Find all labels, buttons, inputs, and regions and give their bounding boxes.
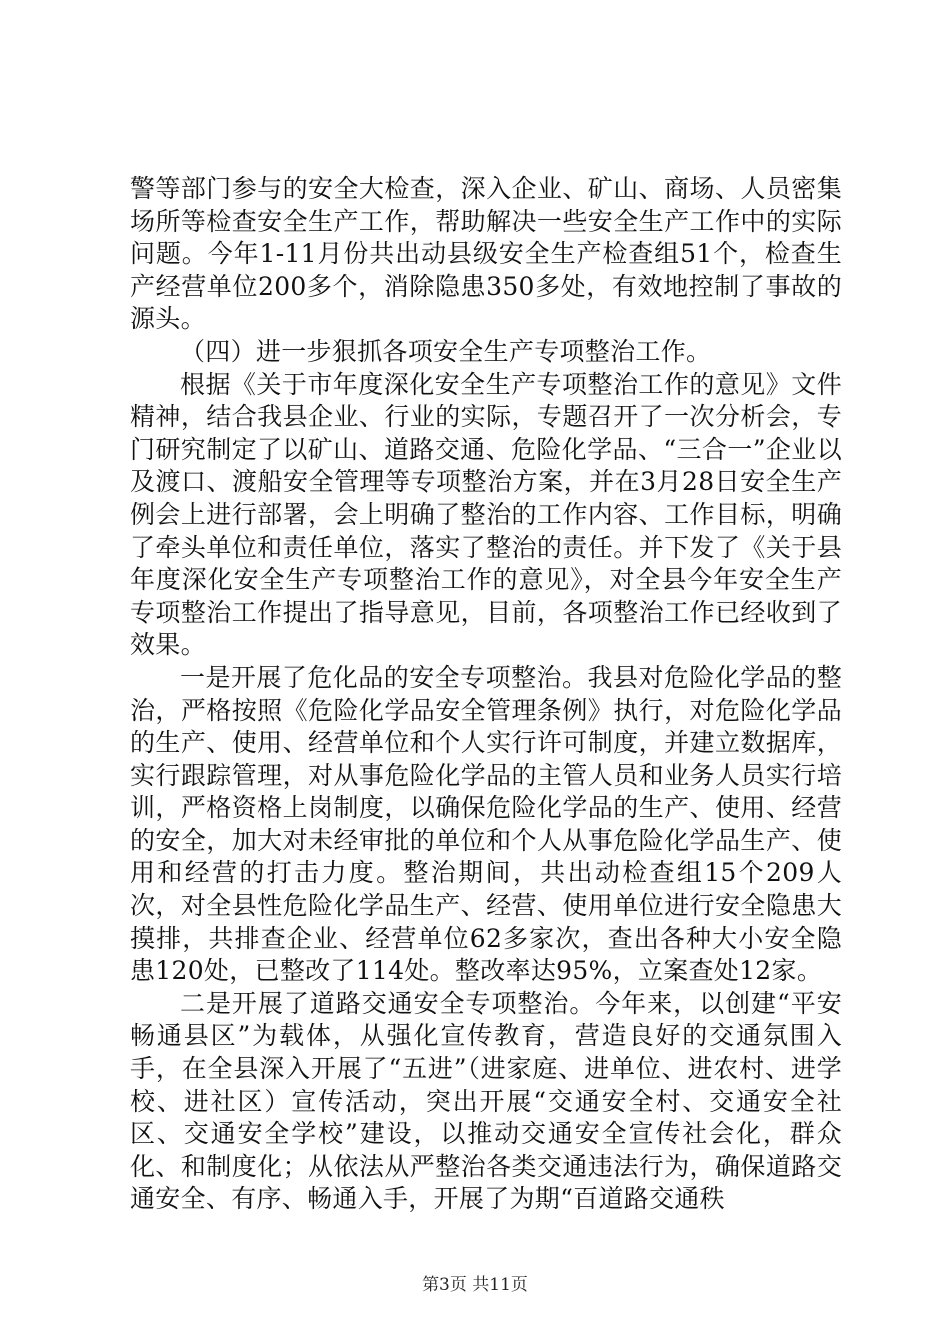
page-number-label: 第3页 共11页 — [422, 1275, 528, 1295]
paragraph-5: 二是开展了道路交通安全专项整治。今年来，以创建“平安畅通县区”为载体，从强化宣传教育，营造良好的交通氛围入手，在全县深入开展了“五进”（进家庭、进单位、进农村、进学校、进社区）宣传活动，突出开展“交通安全村、交通安全社区、交通安全学校”建设，以推动交通安全宣传社会化，群众化、和制度化；从依法从严整治各类交通违法行为，确保道路交通安全、有序、畅通入手，开展了为期“百道路交通秩 — [130, 988, 842, 1214]
paragraph-4: 一是开展了危化品的安全专项整治。我县对危险化学品的整治，严格按照《危险化学品安全管理条例》执行，对危险化学品的生产、使用、经营单位和个人实行许可制度，并建立数据库，实行跟踪管理，对从事危险化学品的主管人员和业务人员实行培训，严格资格上岗制度，以确保危险化学品的生产、使用、经营的安全，加大对未经审批的单位和个人从事危险化学品生产、使用和经营的打击力度。整治期间，共出动检查组15个209人次，对全县性危险化学品生产、经营、使用单位进行安全隐患大摸排，共排查企业、经营单位62多家次，查出各种大小安全隐患120处，已整改了114处。整改率达95%，立案查处12家。 — [130, 662, 842, 986]
page-footer — [0, 1274, 950, 1296]
paragraph-2-heading: （四）进一步狠抓各项安全生产专项整治工作。 — [180, 336, 712, 366]
paragraph-3: 根据《关于市年度深化安全生产专项整治工作的意见》文件精神，结合我县企业、行业的实际，专题召开了一次分析会，专门研究制定了以矿山、道路交通、危险化学品、“三合一”企业以及渡口、渡船安全管理等专项整治方案，并在3月28日安全生产例会上进行部署，会上明确了整治的工作内容、工作目标，明确了牵头单位和责任单位，落实了整治的责任。并下发了《关于县年度深化安全生产专项整治工作的意见》，对全县今年安全生产专项整治工作提出了指导意见，目前，各项整治工作已经收到了效果。 — [130, 369, 842, 660]
paragraph-1: 警等部门参与的安全大检查，深入企业、矿山、商场、人员密集场所等检查安全生产工作，帮助解决一些安全生产工作中的实际问题。今年1-11月份共出动县级安全生产检查组51个，检查生产经营单位200多个，消除隐患350多处，有效地控制了事故的源头。 — [130, 174, 842, 334]
document-body — [130, 173, 842, 1216]
